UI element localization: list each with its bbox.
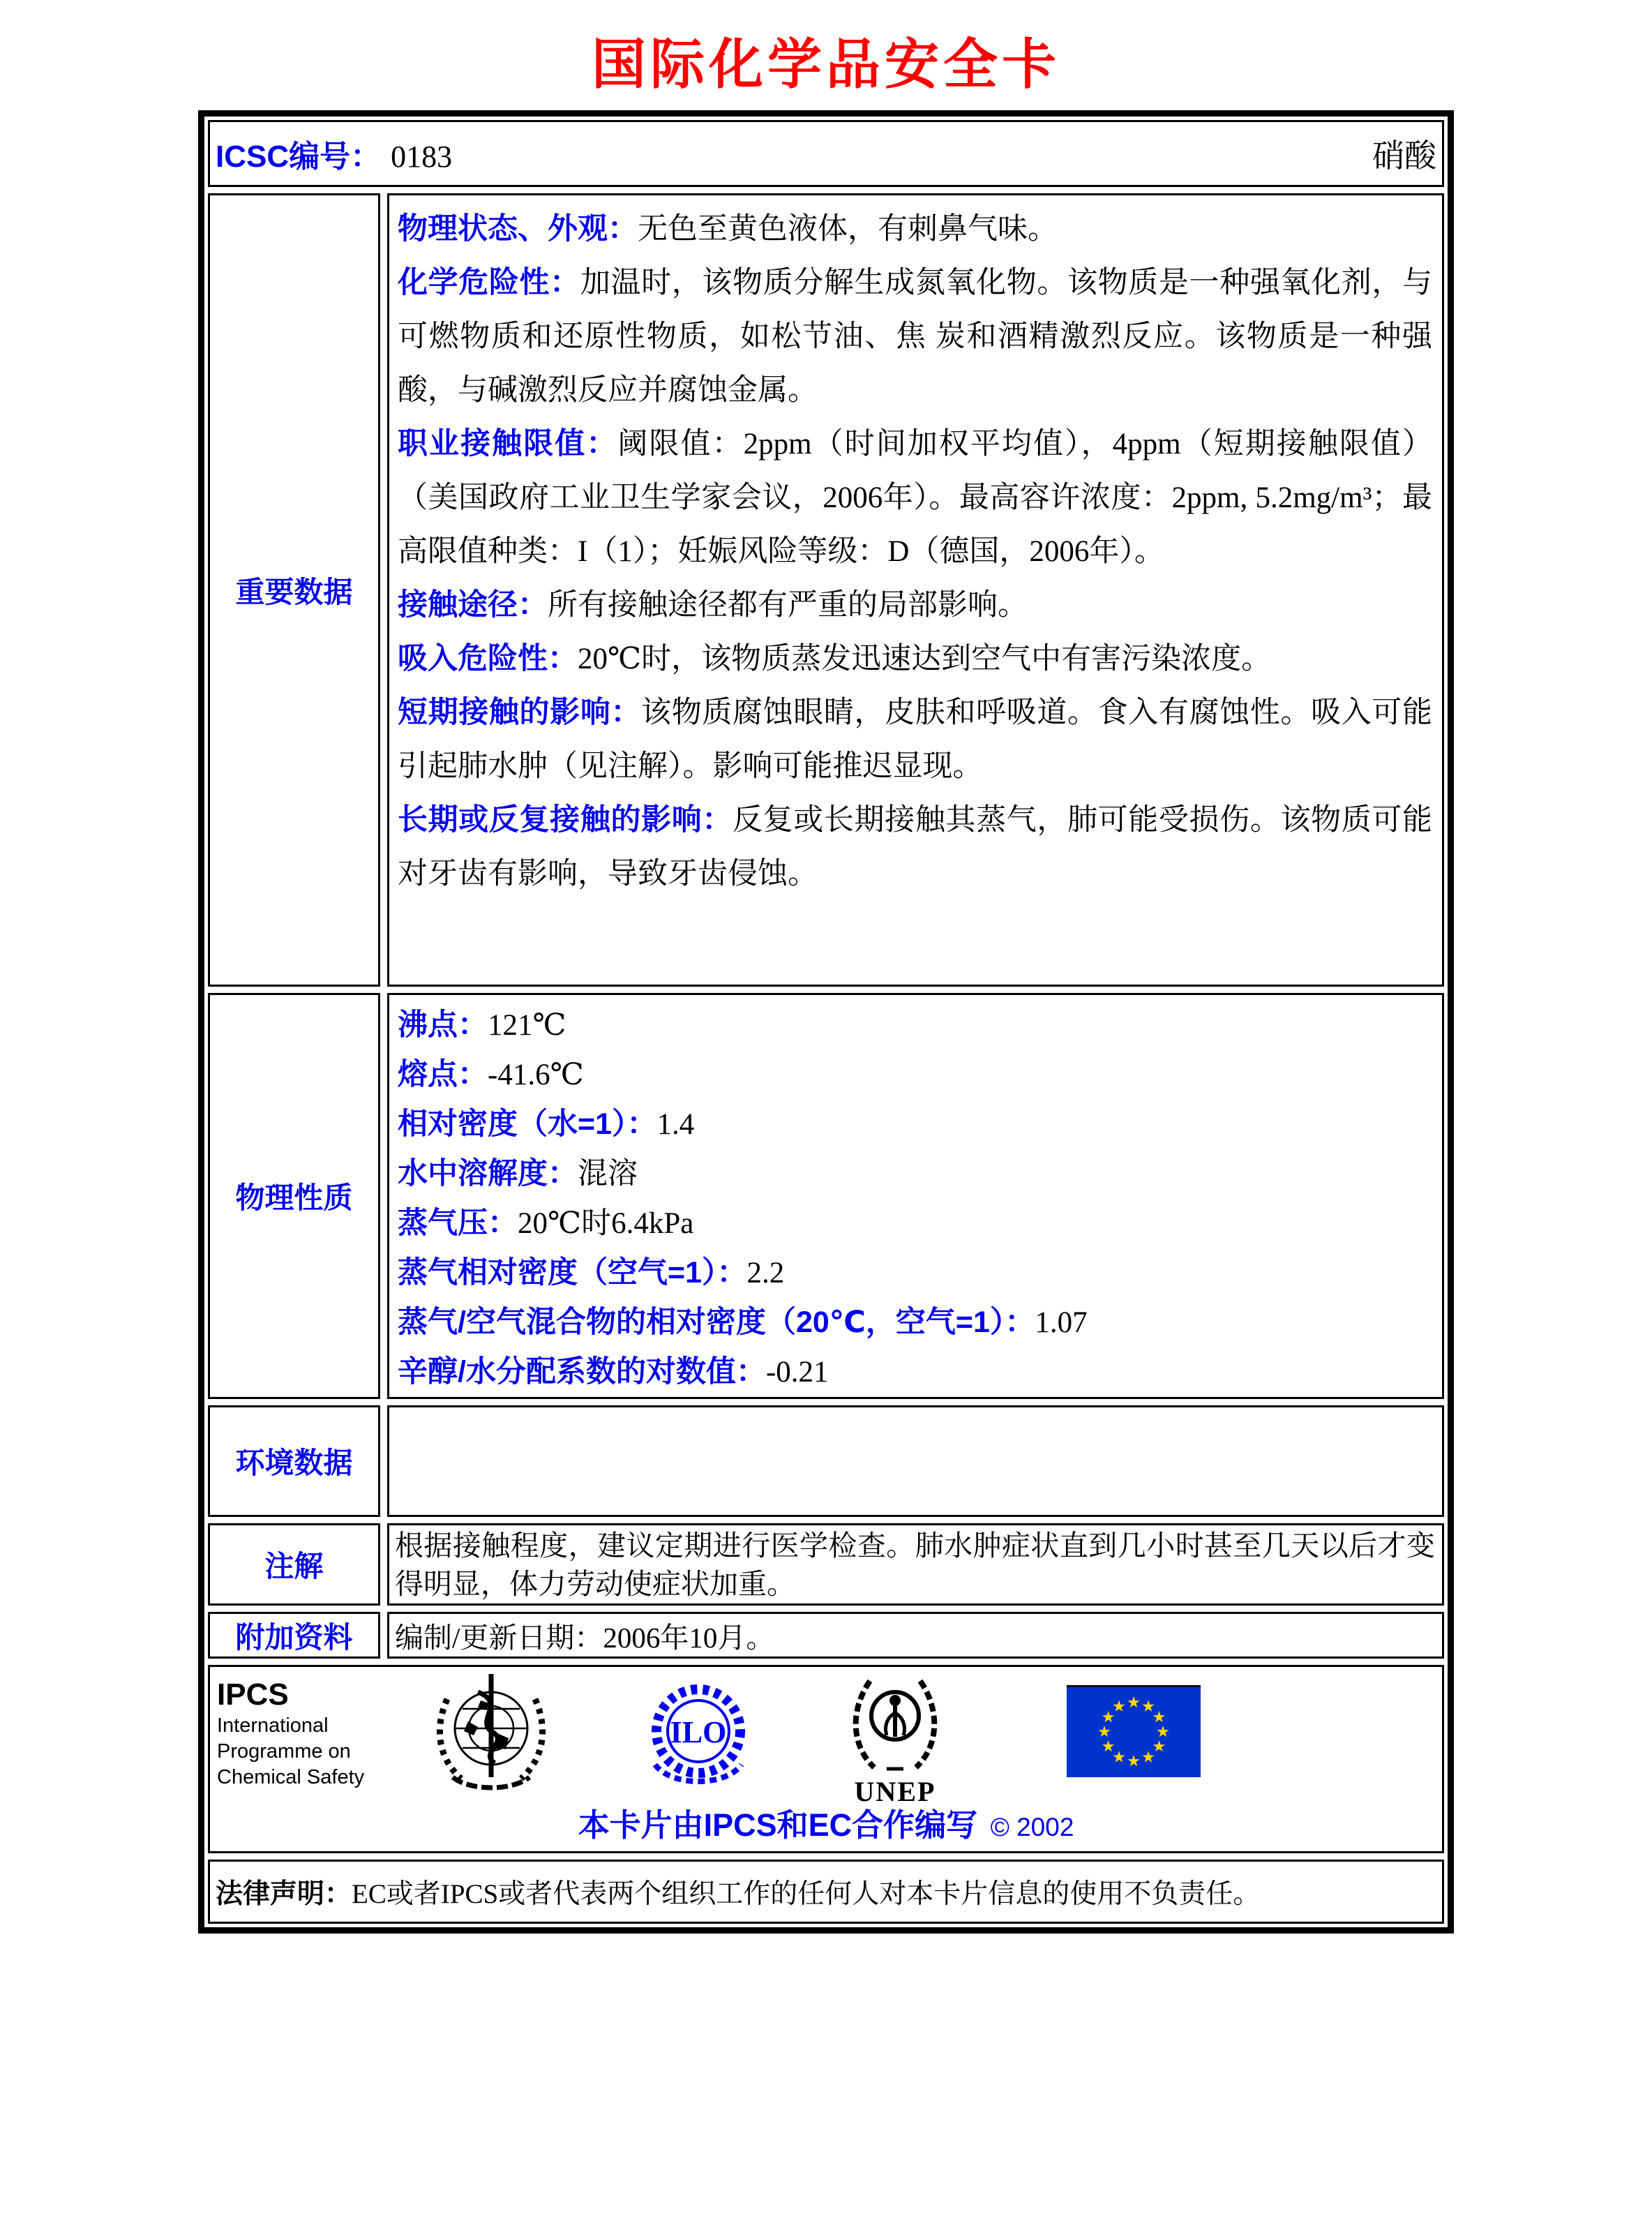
- physical-property-line: [398, 1199, 1432, 1248]
- field-value: 反复或长期接触其蒸气，肺可能受损伤。该物质可能对牙齿有影响，导致牙齿侵蚀。: [398, 804, 1432, 890]
- legal-row: [208, 1860, 1444, 1924]
- environmental-data-row: [208, 1405, 1444, 1517]
- header-cell: [208, 120, 1444, 187]
- important-data-paragraph: [398, 202, 1432, 256]
- card-caption-line: [210, 1800, 1442, 1845]
- ipcs-subtitle-line1: International: [217, 1714, 329, 1737]
- logos-cell: [208, 1665, 1444, 1853]
- field-label: 熔点：: [398, 1058, 488, 1091]
- unep-logo-text: UNEP: [854, 1776, 936, 1807]
- ipcs-text-block: [217, 1677, 364, 1790]
- header-row: [208, 120, 1444, 187]
- eu-flag-icon: [1067, 1685, 1201, 1777]
- field-value: -41.6℃: [488, 1059, 584, 1091]
- important-data-content: [387, 193, 1444, 987]
- row-label-additional-info: 附加资料: [208, 1612, 380, 1659]
- copyright: © 2002: [990, 1813, 1074, 1841]
- important-data-paragraph: [398, 256, 1432, 417]
- field-label: 辛醇/水分配系数的对数值：: [398, 1355, 766, 1389]
- physical-properties-content: [387, 993, 1444, 1399]
- field-value: 加温时，该物质分解生成氮氧化物。该物质是一种强氧化剂，与可燃物质和还原性物质，如松节油、焦 炭和酒精激烈反应。该物质是一种强酸，与碱激烈反应并腐蚀金属。: [398, 267, 1433, 407]
- physical-properties-row: [208, 993, 1444, 1399]
- physical-property-line: [398, 1001, 1432, 1050]
- page-title: 国际化学品安全卡: [591, 34, 1060, 95]
- field-label: 蒸气/空气混合物的相对密度（20℃，空气=1）：: [398, 1306, 1035, 1339]
- row-label-physical-properties: 物理性质: [208, 993, 380, 1399]
- field-label: 短期接触的影响：: [398, 696, 642, 729]
- ipcs-subtitle-line2: Programme on: [217, 1740, 351, 1763]
- logos-strip: [210, 1667, 1442, 1807]
- row-label-important-data: 重要数据: [208, 193, 380, 987]
- physical-property-line: [398, 1347, 1432, 1397]
- legal-cell: [208, 1860, 1444, 1924]
- field-value: 1.4: [656, 1108, 695, 1141]
- field-label: 长期或反复接触的影响：: [398, 803, 733, 837]
- field-label: 物理状态、外观：: [398, 212, 638, 246]
- legal-text: EC或者IPCS或者代表两个组织工作的任何人对本卡片信息的使用不负责任。: [352, 1879, 1261, 1909]
- field-value: 121℃: [488, 1009, 566, 1042]
- field-value: -0.21: [765, 1356, 829, 1389]
- field-value: 2.2: [746, 1257, 785, 1289]
- field-label: 蒸气相对密度（空气=1）：: [398, 1256, 747, 1289]
- chemical-name: 硝酸: [1372, 138, 1436, 174]
- important-data-paragraph: [398, 632, 1432, 686]
- physical-property-line: [398, 1248, 1432, 1298]
- physical-property-line: [398, 1298, 1432, 1347]
- notes-row: [208, 1523, 1444, 1606]
- physical-property-line: [398, 1100, 1432, 1149]
- ipcs-title: IPCS: [217, 1677, 289, 1712]
- important-data-row: [208, 193, 1444, 987]
- notes-content: [387, 1523, 1444, 1606]
- important-data-paragraph: [398, 793, 1432, 901]
- field-label: 沸点：: [398, 1008, 488, 1042]
- field-value: 所有接触途径都有严重的局部影响。: [548, 589, 1028, 622]
- field-label: 水中溶解度：: [398, 1157, 578, 1190]
- important-data-paragraph: [398, 417, 1432, 578]
- icsc-number-value: 0183: [391, 140, 453, 174]
- field-value: 混溶: [578, 1158, 638, 1190]
- icsc-number-label: ICSC编号：: [216, 140, 382, 174]
- field-label: 吸入危险性：: [398, 642, 578, 675]
- field-value: 阈限值：2ppm（时间加权平均值），4ppm（短期接触限值）（美国政府工业卫生学家会议，2006年）。最高容许浓度：2ppm, 5.2mg/m³；最高限值种类：I（1）；妊娠风险等级：D（德国，2006年）。: [398, 428, 1432, 568]
- legal-label: 法律声明：: [216, 1879, 352, 1909]
- field-label: 化学危险性：: [398, 266, 580, 299]
- ipcs-subtitle-line3: Chemical Safety: [217, 1766, 365, 1788]
- physical-property-line: [398, 1050, 1432, 1100]
- field-value: 无色至黄色液体，有刺鼻气味。: [638, 213, 1058, 246]
- field-label: 相对密度（水=1）：: [398, 1107, 657, 1141]
- field-label: 职业接触限值：: [398, 427, 618, 461]
- who-logo-icon: [432, 1673, 550, 1806]
- ilo-logo-text: ILO: [670, 1715, 727, 1749]
- field-label: 接触途径：: [398, 588, 548, 622]
- important-data-paragraph: [398, 686, 1432, 793]
- field-value: 20℃时6.4kPa: [518, 1207, 694, 1240]
- ilo-logo-icon: [644, 1674, 753, 1806]
- unep-logo-icon: [846, 1673, 944, 1813]
- logos-row: [208, 1665, 1444, 1853]
- row-label-notes: 注解: [208, 1523, 380, 1606]
- environmental-data-content: [387, 1405, 1444, 1517]
- physical-property-line: [398, 1149, 1432, 1199]
- field-value: 该物质腐蚀眼睛，皮肤和呼吸道。食入有腐蚀性。吸入可能引起肺水肿（见注解）。影响可能推迟显现。: [398, 696, 1433, 783]
- additional-info-content: [387, 1612, 1444, 1659]
- field-value: 1.07: [1035, 1306, 1088, 1339]
- additional-info-row: [208, 1612, 1444, 1659]
- icsc-number-field: [216, 131, 452, 176]
- icsc-card-table: [198, 110, 1454, 1934]
- field-label: 蒸气压：: [398, 1206, 518, 1240]
- additional-info-text: 编制/更新日期：2006年10月。: [395, 1622, 775, 1654]
- row-label-environmental-data: 环境数据: [208, 1405, 380, 1517]
- field-value: 20℃时，该物质蒸发迅速达到空气中有害污染浓度。: [578, 643, 1272, 675]
- important-data-paragraph: [398, 578, 1432, 632]
- notes-text: 根据接触程度，建议定期进行医学检查。肺水肿症状直到几小时甚至几天以后才变得明显，体力劳动使症状加重。: [395, 1530, 1435, 1600]
- card-caption: 本卡片由IPCS和EC合作编写: [578, 1807, 978, 1843]
